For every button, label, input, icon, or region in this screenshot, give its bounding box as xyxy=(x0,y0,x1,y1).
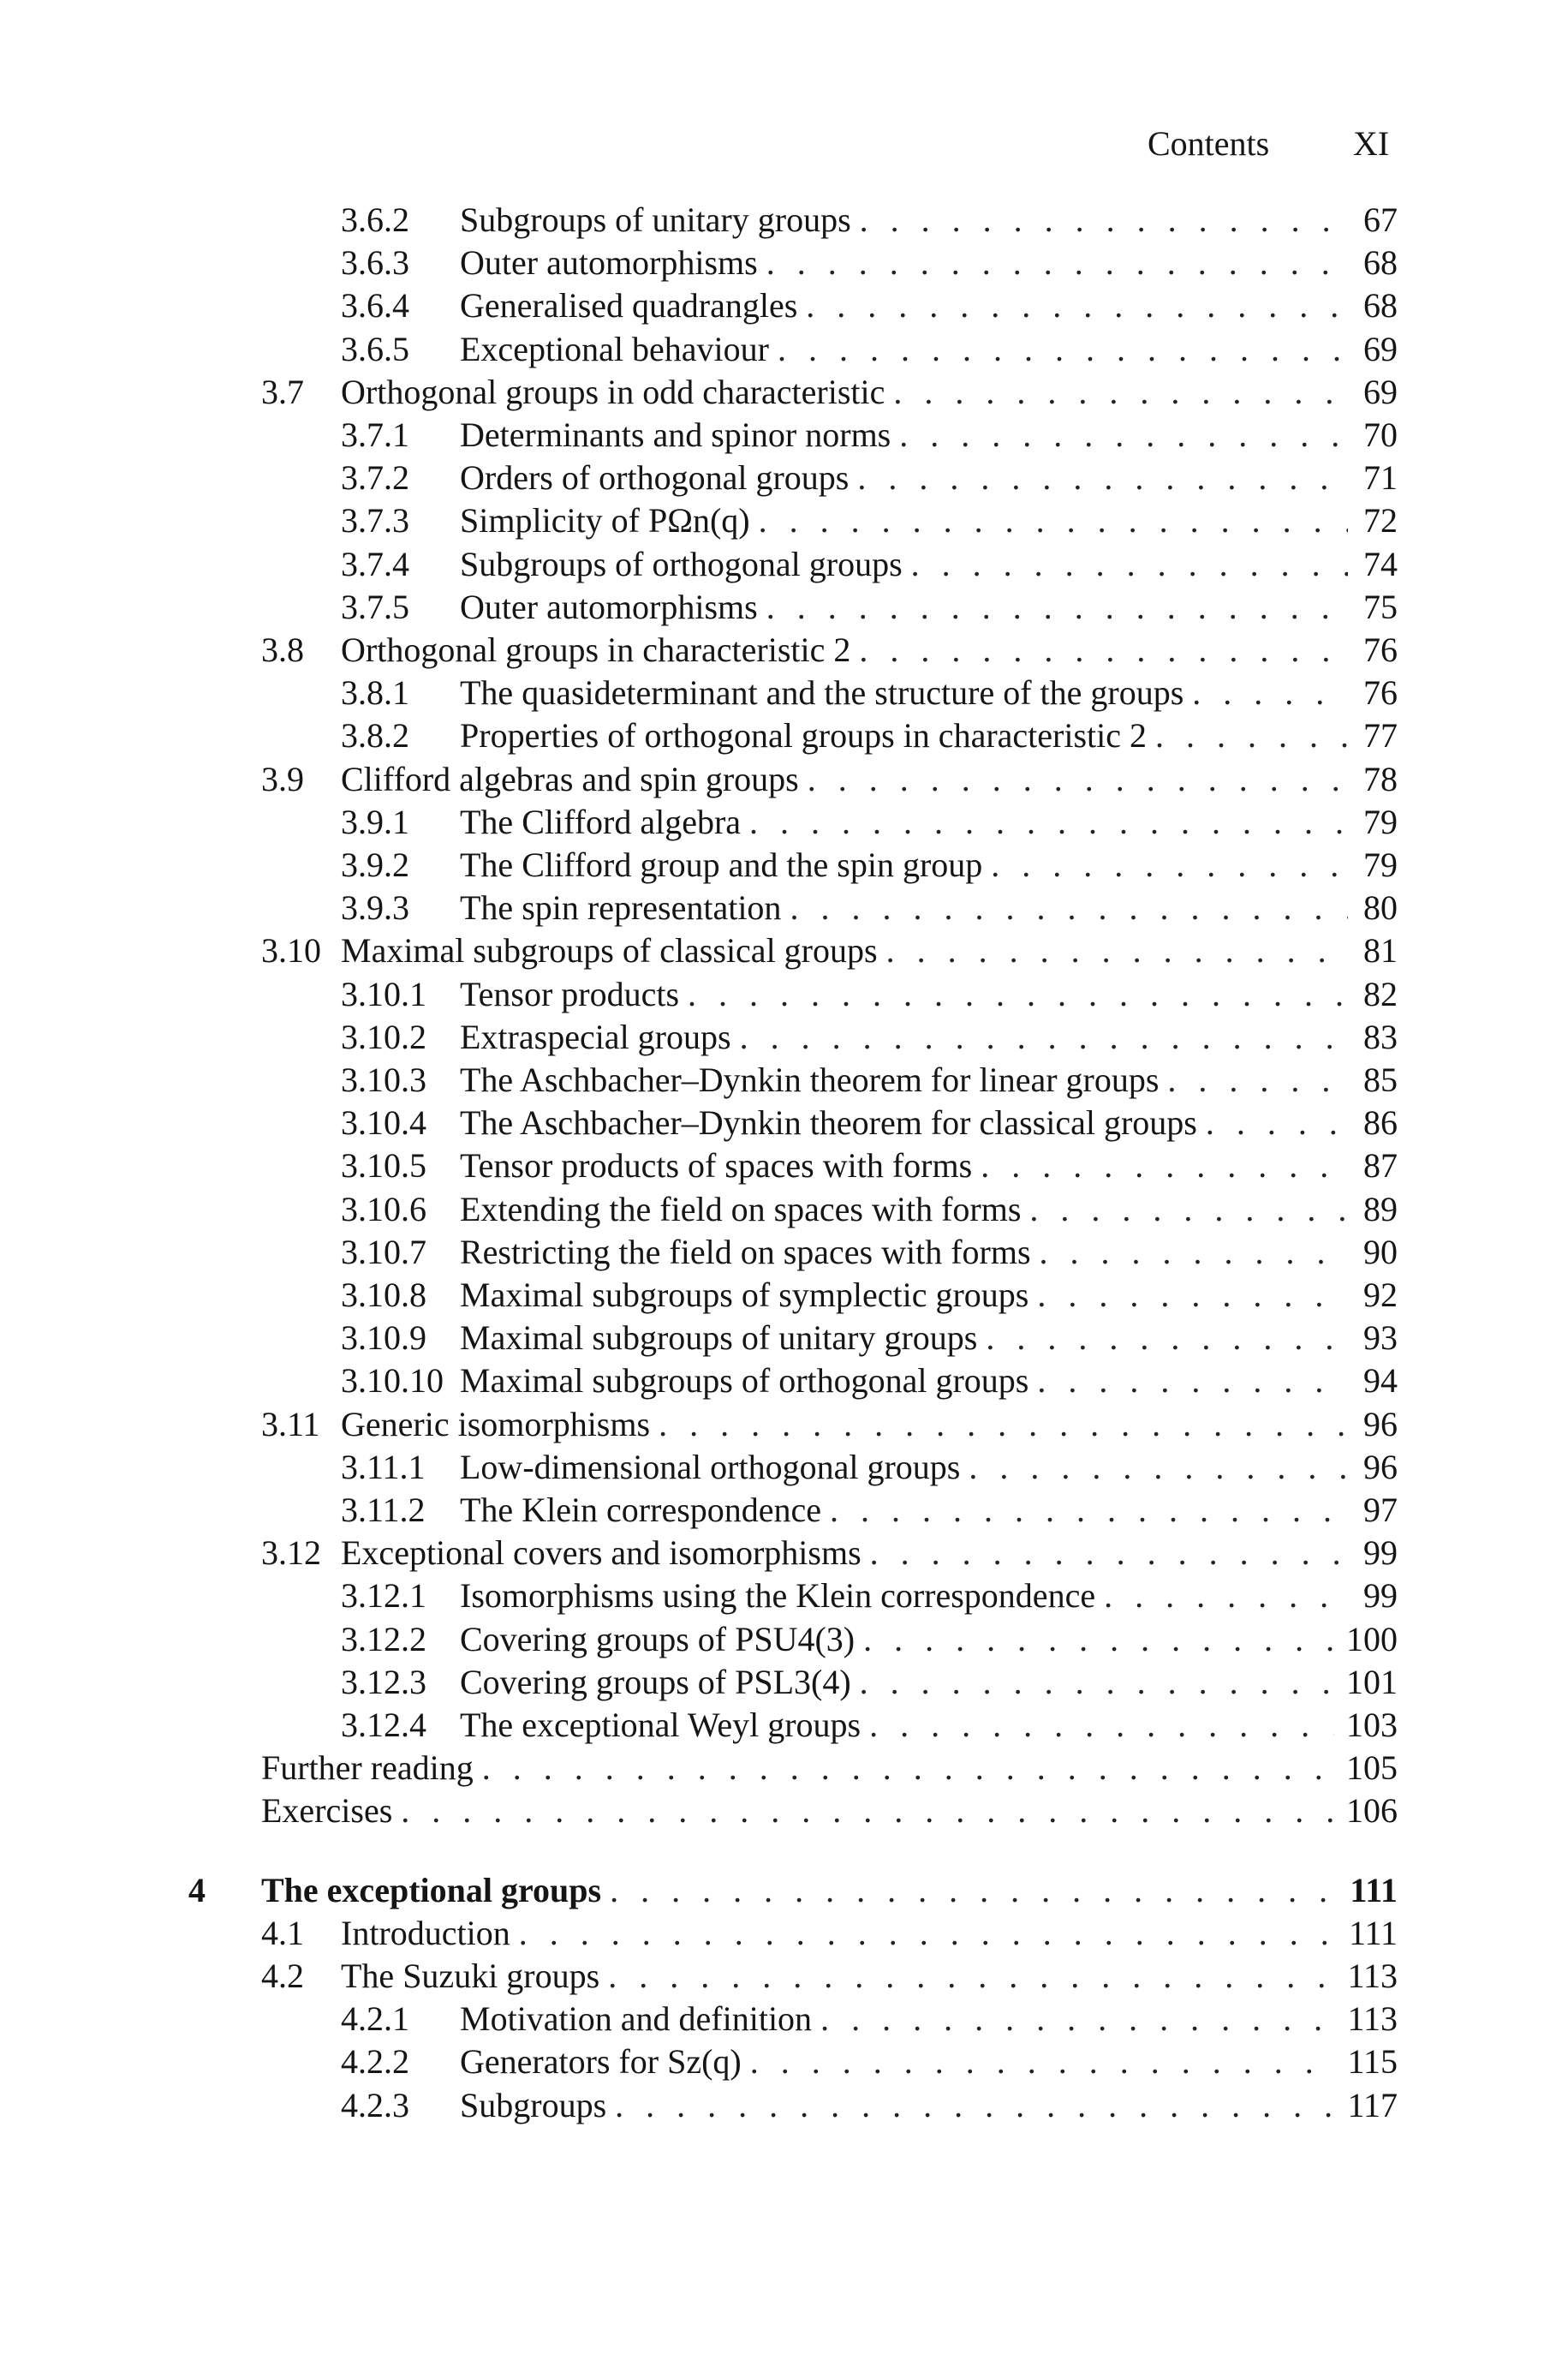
toc-section-entry[interactable] xyxy=(0,1403,1568,1446)
toc-entry-title: The Aschbacher–Dynkin theorem for classical groups xyxy=(460,1103,1197,1143)
toc-entry-page: 89 xyxy=(1363,1189,1398,1228)
toc-entry-line xyxy=(460,1317,1398,1359)
toc-entry-line xyxy=(460,1446,1398,1489)
toc-entry-page: 92 xyxy=(1363,1276,1398,1314)
toc-entry-line xyxy=(460,284,1398,327)
dot-leader xyxy=(893,371,1348,414)
toc-entry-number: 3.6.3 xyxy=(341,243,409,283)
dot-leader xyxy=(401,1789,1334,1832)
toc-subsection-entry[interactable] xyxy=(0,543,1568,586)
dot-leader xyxy=(886,929,1348,972)
toc-subsection-entry[interactable] xyxy=(0,1704,1568,1747)
toc-entry-title: Orders of orthogonal groups xyxy=(460,458,850,498)
dot-leader xyxy=(820,1998,1335,2040)
dot-leader xyxy=(863,1618,1334,1661)
toc-entry-page: 96 xyxy=(1363,1404,1398,1443)
toc-section-entry[interactable] xyxy=(0,1747,1568,1789)
toc-entry-line xyxy=(460,1359,1398,1402)
toc-entry-page: 106 xyxy=(1346,1791,1398,1831)
toc-entry-page: 113 xyxy=(1347,1957,1398,1995)
toc-subsection-entry[interactable] xyxy=(0,1059,1568,1102)
toc-subsection-entry[interactable] xyxy=(0,1274,1568,1317)
toc-entry-title: The spin representation xyxy=(460,888,782,928)
toc-subsection-entry[interactable] xyxy=(0,2084,1568,2127)
toc-entry-number: 3.12 xyxy=(261,1533,321,1573)
toc-entry-page: 79 xyxy=(1363,845,1398,884)
toc-entry-line xyxy=(460,844,1398,887)
toc-entry-line xyxy=(460,1998,1398,2040)
dot-leader xyxy=(1037,1274,1348,1317)
dot-leader xyxy=(806,284,1348,327)
toc-entry-title: Orthogonal groups in characteristic 2 xyxy=(341,630,851,669)
dot-leader xyxy=(1192,672,1348,714)
toc-entry-line xyxy=(341,1403,1398,1446)
toc-entry-page: 117 xyxy=(1347,2085,1398,2124)
toc-entry-title: Maximal subgroups of classical groups xyxy=(341,931,878,971)
dot-leader xyxy=(766,586,1348,629)
toc-entry-page: 80 xyxy=(1363,888,1398,928)
toc-entry-title: Generators for Sz(q) xyxy=(460,2042,742,2082)
toc-entry-title: Subgroups of unitary groups xyxy=(460,200,851,239)
dot-leader xyxy=(749,801,1348,844)
toc-entry-page: 99 xyxy=(1363,1576,1398,1616)
toc-subsection-entry[interactable] xyxy=(0,1231,1568,1274)
toc-subsection-entry[interactable] xyxy=(0,1359,1568,1402)
toc-entry-title: The exceptional groups xyxy=(261,1870,602,1909)
toc-subsection-entry[interactable] xyxy=(0,1016,1568,1059)
toc-entry-page: 111 xyxy=(1350,1870,1398,1909)
toc-subsection-entry[interactable] xyxy=(0,1317,1568,1359)
toc-entry-number: 3.7.3 xyxy=(341,501,409,541)
dot-leader xyxy=(740,1016,1348,1059)
dot-leader xyxy=(1104,1574,1348,1617)
toc-entry-page: 77 xyxy=(1363,716,1398,756)
toc-entry-page: 75 xyxy=(1363,587,1398,626)
toc-entry-title: Generalised quadrangles xyxy=(460,286,798,326)
toc-entry-title: Covering groups of PSU4(3) xyxy=(460,1619,856,1658)
toc-entry-page: 76 xyxy=(1363,673,1398,713)
toc-entry-line xyxy=(341,371,1398,414)
toc-entry-page: 68 xyxy=(1363,243,1398,283)
toc-subsection-entry[interactable] xyxy=(0,2040,1568,2083)
toc-subsection-entry[interactable] xyxy=(0,973,1568,1016)
toc-entry-title: Simplicity of PΩn(q) xyxy=(460,501,750,541)
toc-subsection-entry[interactable] xyxy=(0,1618,1568,1661)
toc-entry-line xyxy=(460,801,1398,844)
toc-entry-number: 4.2.2 xyxy=(341,2042,409,2082)
toc-subsection-entry[interactable] xyxy=(0,1102,1568,1144)
toc-entry-line xyxy=(460,543,1398,586)
running-header-page-number: XI xyxy=(1353,124,1390,163)
toc-entry-number: 3.12.4 xyxy=(341,1706,426,1744)
toc-entry-line xyxy=(460,1144,1398,1187)
toc-entry-number: 3.6.2 xyxy=(341,200,409,239)
dot-leader xyxy=(911,543,1348,586)
toc-entry-number: 3.9.2 xyxy=(341,845,409,884)
dot-leader xyxy=(860,199,1348,242)
toc-entry-number: 3.10.10 xyxy=(341,1361,444,1401)
dot-leader xyxy=(790,887,1348,929)
toc-entry-line xyxy=(460,1059,1398,1102)
toc-entry-title: The Klein correspondence xyxy=(460,1491,822,1529)
dot-leader xyxy=(981,1144,1348,1187)
toc-entry-number: 3.9.1 xyxy=(341,802,409,841)
toc-entry-title: Isomorphisms using the Klein correspondence xyxy=(460,1576,1096,1616)
toc-section-entry[interactable] xyxy=(0,1532,1568,1574)
dot-leader xyxy=(615,2084,1335,2127)
toc-entry-page: 87 xyxy=(1363,1146,1398,1186)
dot-leader xyxy=(899,414,1348,457)
toc-entry-title: Restricting the field on spaces with forms xyxy=(460,1232,1031,1271)
toc-subsection-entry[interactable] xyxy=(0,801,1568,844)
toc-subsection-entry[interactable] xyxy=(0,1188,1568,1231)
toc-entry-number: 3.7.5 xyxy=(341,587,409,626)
toc-entry-line xyxy=(460,414,1398,457)
dot-leader xyxy=(659,1403,1348,1446)
toc-entry-title: Clifford algebras and spin groups xyxy=(341,759,799,798)
toc-entry-line xyxy=(460,973,1398,1016)
toc-entry-number: 3.6.4 xyxy=(341,286,409,326)
toc-entry-page: 101 xyxy=(1346,1662,1398,1701)
toc-section-entry[interactable] xyxy=(0,629,1568,672)
toc-entry-title: The Clifford algebra xyxy=(460,802,742,841)
toc-entry-number: 3.7 xyxy=(261,372,304,411)
toc-entry-title: Extending the field on spaces with forms xyxy=(460,1189,1022,1228)
toc-subsection-entry[interactable] xyxy=(0,672,1568,714)
toc-section-entry[interactable] xyxy=(0,1955,1568,1998)
toc-entry-page: 78 xyxy=(1363,759,1398,798)
toc-entry-number: 3.10 xyxy=(261,931,321,971)
toc-entry-line xyxy=(341,629,1398,672)
toc-entry-number: 3.10.4 xyxy=(341,1103,426,1143)
toc-entry-title: Motivation and definition xyxy=(460,1999,813,2039)
toc-entry-line xyxy=(341,758,1398,801)
toc-entry-page: 113 xyxy=(1347,1999,1398,2039)
toc-entry-number: 4.2.1 xyxy=(341,1999,409,2039)
toc-entry-page: 99 xyxy=(1363,1533,1398,1573)
toc-subsection-entry[interactable] xyxy=(0,1489,1568,1532)
dot-leader xyxy=(750,2040,1336,2083)
toc-entry-page: 115 xyxy=(1347,2042,1398,2082)
toc-entry-line xyxy=(460,1704,1398,1747)
toc-entry-page: 93 xyxy=(1363,1318,1398,1358)
dot-leader xyxy=(778,328,1348,371)
toc-entry-title: Introduction xyxy=(341,1913,510,1952)
dot-leader xyxy=(610,1869,1338,1912)
toc-entry-number: 3.10.3 xyxy=(341,1061,426,1099)
toc-entry-line xyxy=(460,1231,1398,1274)
toc-entry-page: 111 xyxy=(1348,1913,1398,1952)
toc-entry-page: 74 xyxy=(1363,544,1398,583)
dot-leader xyxy=(991,844,1348,887)
toc-entry-line xyxy=(460,457,1398,499)
toc-section-entry[interactable] xyxy=(0,371,1568,414)
toc-subsection-entry[interactable] xyxy=(0,714,1568,757)
toc-entry-line xyxy=(460,328,1398,371)
toc-entry-line xyxy=(460,2040,1398,2083)
toc-entry-page: 82 xyxy=(1363,974,1398,1013)
toc-entry-title: Covering groups of PSL3(4) xyxy=(460,1662,851,1701)
toc-entry-title: Exceptional covers and isomorphisms xyxy=(341,1533,862,1573)
toc-entry-title: Outer automorphisms xyxy=(460,243,758,283)
toc-subsection-entry[interactable] xyxy=(0,242,1568,284)
dot-leader xyxy=(1155,714,1348,757)
toc-entry-line xyxy=(460,1661,1398,1704)
dot-leader xyxy=(830,1489,1348,1532)
toc-entry-number: 3.12.2 xyxy=(341,1619,426,1658)
toc-entry-number: 4 xyxy=(188,1870,206,1909)
toc-section-entry[interactable] xyxy=(0,1912,1568,1955)
toc-subsection-entry[interactable] xyxy=(0,844,1568,887)
dot-leader xyxy=(1029,1188,1348,1231)
toc-section-entry[interactable] xyxy=(0,929,1568,972)
toc-entry-title: Generic isomorphisms xyxy=(341,1404,651,1443)
toc-entry-number: 3.7.2 xyxy=(341,458,409,498)
toc-entry-title: Subgroups of orthogonal groups xyxy=(460,544,903,583)
toc-entry-title: Maximal subgroups of unitary groups xyxy=(460,1318,978,1358)
dot-leader xyxy=(482,1747,1334,1789)
toc-entry-title: The quasideterminant and the structure of the groups xyxy=(460,673,1184,713)
toc-subsection-entry[interactable] xyxy=(0,414,1568,457)
toc-entry-title: Orthogonal groups in odd characteristic xyxy=(341,372,885,411)
toc-entry-page: 76 xyxy=(1363,630,1398,669)
toc-entry-number: 3.12.3 xyxy=(341,1662,426,1701)
toc-entry-title: The Clifford group and the spin group xyxy=(460,845,983,884)
toc-subsection-entry[interactable] xyxy=(0,1661,1568,1704)
dot-leader xyxy=(608,1955,1335,1998)
toc-entry-title: Tensor products of spaces with forms xyxy=(460,1146,973,1186)
dot-leader xyxy=(808,758,1348,801)
dot-leader xyxy=(759,499,1348,542)
toc-entry-line xyxy=(261,1869,1398,1912)
toc-entry-number: 3.11.2 xyxy=(341,1491,426,1529)
toc-entry-title: The exceptional Weyl groups xyxy=(460,1706,862,1744)
toc-subsection-entry[interactable] xyxy=(0,457,1568,499)
toc-entry-line xyxy=(460,1489,1398,1532)
toc-subsection-entry[interactable] xyxy=(0,1998,1568,2040)
toc-entry-title: Exercises xyxy=(261,1791,393,1831)
toc-subsection-entry[interactable] xyxy=(0,499,1568,542)
running-header-title: Contents xyxy=(1148,124,1270,163)
toc-entry-line xyxy=(460,499,1398,542)
dot-leader xyxy=(1206,1102,1348,1144)
toc-entry-title: Properties of orthogonal groups in characteristic 2 xyxy=(460,716,1147,756)
toc-entry-page: 90 xyxy=(1363,1232,1398,1271)
toc-entry-title: The Aschbacher–Dynkin theorem for linear groups xyxy=(460,1061,1160,1099)
toc-entry-number: 4.2.3 xyxy=(341,2085,409,2124)
toc-entry-number: 3.10.2 xyxy=(341,1017,426,1056)
toc-entry-page: 85 xyxy=(1363,1061,1398,1099)
toc-entry-line xyxy=(341,1912,1398,1955)
toc-entry-page: 81 xyxy=(1363,931,1398,971)
toc-entry-line xyxy=(460,1016,1398,1059)
toc-entry-title: Low-dimensional orthogonal groups xyxy=(460,1447,961,1486)
toc-entry-number: 3.12.1 xyxy=(341,1576,426,1616)
dot-leader xyxy=(1040,1231,1348,1274)
dot-leader xyxy=(869,1704,1334,1747)
toc-entry-number: 3.10.5 xyxy=(341,1146,426,1186)
toc-entry-title: Exceptional behaviour xyxy=(460,329,769,368)
dot-leader xyxy=(857,457,1348,499)
toc-entry-page: 96 xyxy=(1363,1447,1398,1486)
running-header xyxy=(0,118,1568,170)
toc-subsection-entry[interactable] xyxy=(0,887,1568,929)
toc-entry-number: 3.9.3 xyxy=(341,888,409,928)
toc-entry-page: 83 xyxy=(1363,1017,1398,1056)
toc-entry-line xyxy=(341,929,1398,972)
toc-entry-page: 103 xyxy=(1346,1706,1398,1744)
dot-leader xyxy=(688,973,1348,1016)
toc-entry-number: 3.11.1 xyxy=(341,1447,426,1486)
dot-leader xyxy=(859,629,1348,672)
toc-entry-line xyxy=(460,672,1398,714)
toc-entry-line xyxy=(460,1574,1398,1617)
toc-entry-number: 3.8.2 xyxy=(341,716,409,756)
toc-entry-line xyxy=(341,1532,1398,1574)
toc-subsection-entry[interactable] xyxy=(0,1574,1568,1617)
toc-entry-line xyxy=(341,1955,1398,1998)
dot-leader xyxy=(519,1912,1337,1955)
toc-subsection-entry[interactable] xyxy=(0,1446,1568,1489)
toc-entry-page: 67 xyxy=(1363,200,1398,239)
dot-leader xyxy=(860,1661,1334,1704)
toc-subsection-entry[interactable] xyxy=(0,284,1568,327)
toc-entry-number: 3.6.5 xyxy=(341,329,409,368)
toc-entry-page: 94 xyxy=(1363,1361,1398,1401)
toc-entry-number: 3.7.4 xyxy=(341,544,409,583)
dot-leader xyxy=(986,1317,1348,1359)
toc-entry-number: 3.10.1 xyxy=(341,974,426,1013)
toc-entry-title: Further reading xyxy=(261,1748,474,1788)
toc-entry-line xyxy=(460,242,1398,284)
toc-subsection-entry[interactable] xyxy=(0,586,1568,629)
toc-entry-line xyxy=(460,2084,1398,2127)
toc-entry-title: Maximal subgroups of symplectic groups xyxy=(460,1276,1029,1314)
toc-entry-page: 69 xyxy=(1363,372,1398,411)
toc-entry-line xyxy=(460,1274,1398,1317)
toc-entry-title: Tensor products xyxy=(460,974,680,1013)
toc-entry-page: 70 xyxy=(1363,415,1398,454)
toc-entry-title: Extraspecial groups xyxy=(460,1017,731,1056)
toc-subsection-entry[interactable] xyxy=(0,328,1568,371)
toc-entry-line xyxy=(460,1618,1398,1661)
dot-leader xyxy=(1037,1359,1348,1402)
dot-leader xyxy=(766,242,1348,284)
dot-leader xyxy=(870,1532,1348,1574)
toc-entry-number: 3.7.1 xyxy=(341,415,409,454)
toc-entry-title: Subgroups xyxy=(460,2085,607,2124)
toc-entry-number: 3.10.8 xyxy=(341,1276,426,1314)
toc-entry-line xyxy=(460,199,1398,242)
toc-entry-line xyxy=(261,1789,1398,1832)
toc-entry-number: 3.11 xyxy=(261,1404,320,1443)
toc-entry-page: 71 xyxy=(1363,458,1398,498)
toc-entry-page: 68 xyxy=(1363,286,1398,326)
toc-entry-number: 4.2 xyxy=(261,1957,304,1995)
toc-entry-line xyxy=(460,1188,1398,1231)
toc-entry-line xyxy=(460,1102,1398,1144)
toc-subsection-entry[interactable] xyxy=(0,199,1568,242)
toc-entry-number: 3.10.7 xyxy=(341,1232,426,1271)
toc-entry-number: 3.8 xyxy=(261,630,304,669)
toc-entry-title: Outer automorphisms xyxy=(460,587,758,626)
toc-entry-line xyxy=(460,887,1398,929)
toc-entry-title: Determinants and spinor norms xyxy=(460,415,891,454)
toc-entry-page: 105 xyxy=(1346,1748,1398,1788)
toc-subsection-entry[interactable] xyxy=(0,1144,1568,1187)
dot-leader xyxy=(1167,1059,1348,1102)
toc-entry-number: 3.10.6 xyxy=(341,1189,426,1228)
toc-entry-number: 3.8.1 xyxy=(341,673,409,713)
toc-entry-page: 69 xyxy=(1363,329,1398,368)
toc-entry-number: 3.9 xyxy=(261,759,304,798)
toc-section-entry[interactable] xyxy=(0,758,1568,801)
toc-entry-page: 72 xyxy=(1363,501,1398,541)
toc-entry-line xyxy=(460,714,1398,757)
toc-entry-number: 4.1 xyxy=(261,1913,304,1952)
dot-leader xyxy=(969,1446,1348,1489)
toc-entry-title: The Suzuki groups xyxy=(341,1957,600,1995)
toc-entry-title: Maximal subgroups of orthogonal groups xyxy=(460,1361,1029,1401)
toc-entry-page: 79 xyxy=(1363,802,1398,841)
toc-entry-page: 100 xyxy=(1346,1619,1398,1658)
toc-entry-line xyxy=(460,586,1398,629)
toc-entry-page: 97 xyxy=(1363,1491,1398,1529)
toc-entry-page: 86 xyxy=(1363,1103,1398,1143)
toc-chapter-entry[interactable] xyxy=(0,1869,1568,1912)
toc-section-entry[interactable] xyxy=(0,1789,1568,1832)
toc-entry-number: 3.10.9 xyxy=(341,1318,426,1358)
toc-entry-line xyxy=(261,1747,1398,1789)
